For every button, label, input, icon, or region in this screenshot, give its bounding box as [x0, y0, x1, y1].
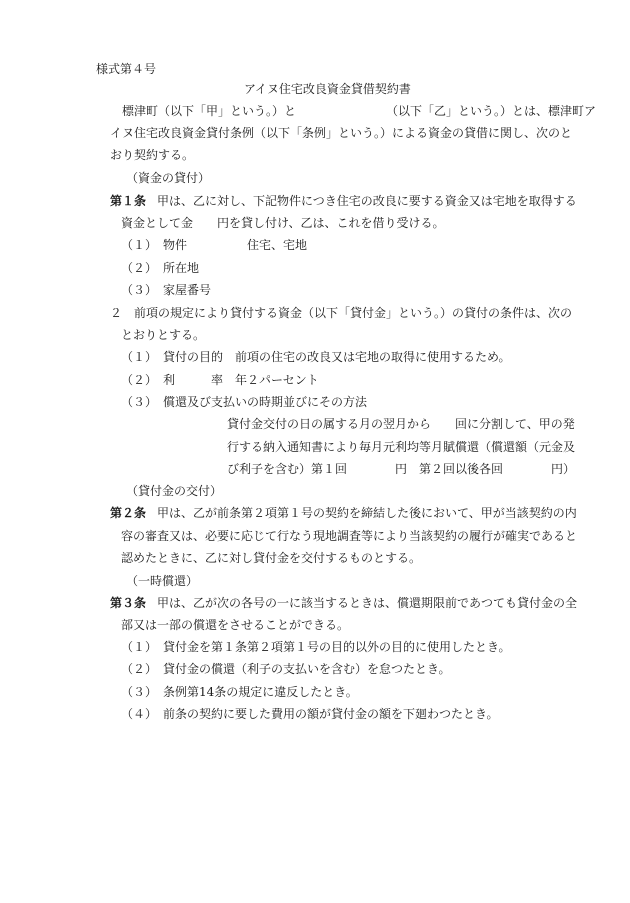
intro-line-2: イヌ住宅改良資金貸付条例（以下「条例」という。）による資金の貸借に関し、次のと [110, 126, 573, 140]
article1-label: 第１条 [110, 194, 147, 208]
article2-text-1: 甲は、乙が前条第２項第１号の契約を締結した後において、甲が当該契約の内 [157, 506, 577, 520]
article1-para2-2: とおりとする。 [121, 328, 206, 342]
article2-text-2: 容の審査又は、必要に応じて行なう現地調査等により当該契約の履行が確実であると [121, 529, 578, 543]
article3-item-2: （２） 貸付金の償還（利子の支払いを含む）を怠つたとき。 [121, 662, 451, 676]
intro-line-3: おり契約する。 [110, 148, 195, 162]
condition-purpose: （１） 貸付の目的 前項の住宅の改良又は宅地の取得に使用するため。 [121, 350, 511, 364]
article3-label: 第３条 [110, 596, 147, 610]
article1-text-1: 甲は、乙に対し、下記物件につき住宅の改良に要する資金又は宅地を取得する [157, 194, 577, 208]
article1-text-2: 資金として金 円を貸し付け、乙は、これを借り受ける。 [121, 216, 445, 230]
intro-line-1: 標津町（以下「甲」という。）と （以下「乙」という。）とは、標津町ア [122, 104, 597, 118]
article2-label: 第２条 [110, 506, 147, 520]
article1-item-1: （１） 物件 住宅、宅地 [121, 238, 308, 252]
article2-heading: （貸付金の交付） [126, 484, 223, 498]
article1-heading: （資金の貸付） [126, 171, 211, 185]
repayment-line-2: 行する納入通知書により毎月元利均等月賦償還（償還額（元金及 [227, 440, 576, 454]
article1-item-2: （２） 所在地 [121, 261, 200, 275]
article3-text-1: 甲は、乙が次の各号の一に該当するときは、償還期限前であつても貸付金の全 [157, 596, 578, 610]
article3-item-3: （３） 条例第14条の規定に違反したとき。 [121, 685, 358, 699]
condition-interest: （２） 利 率 年２パーセント [121, 373, 319, 387]
repayment-line-3: び利子を含む）第１回 円 第２回以後各回 円） [227, 462, 576, 476]
repayment-line-1: 貸付金交付の日の属する月の翌月から 回に分割して、甲の発 [227, 417, 575, 431]
article3-item-1: （１） 貸付金を第１条第２項第１号の目的以外の目的に使用したとき。 [121, 640, 511, 654]
condition-repayment: （３） 償還及び支払いの時期並びにその方法 [121, 395, 368, 409]
article3-heading: （一時償還） [126, 574, 199, 588]
form-number: 様式第４号 [96, 62, 157, 76]
article1-item-3: （３） 家屋番号 [121, 283, 212, 297]
article2-text-3: 認めたときに、乙に対し貸付金を交付するものとする。 [121, 551, 422, 565]
article3-text-2: 部又は一部の償還をさせることができる。 [121, 618, 350, 632]
article1-para2-1: ２ 前項の規定により貸付する資金（以下「貸付金」という。）の貸付の条件は、次の [110, 306, 573, 320]
document-title: アイヌ住宅改良資金貸借契約書 [244, 82, 411, 96]
article3-item-4: （４） 前条の契約に要した費用の額が貸付金の額を下廻わつたとき。 [121, 707, 499, 721]
